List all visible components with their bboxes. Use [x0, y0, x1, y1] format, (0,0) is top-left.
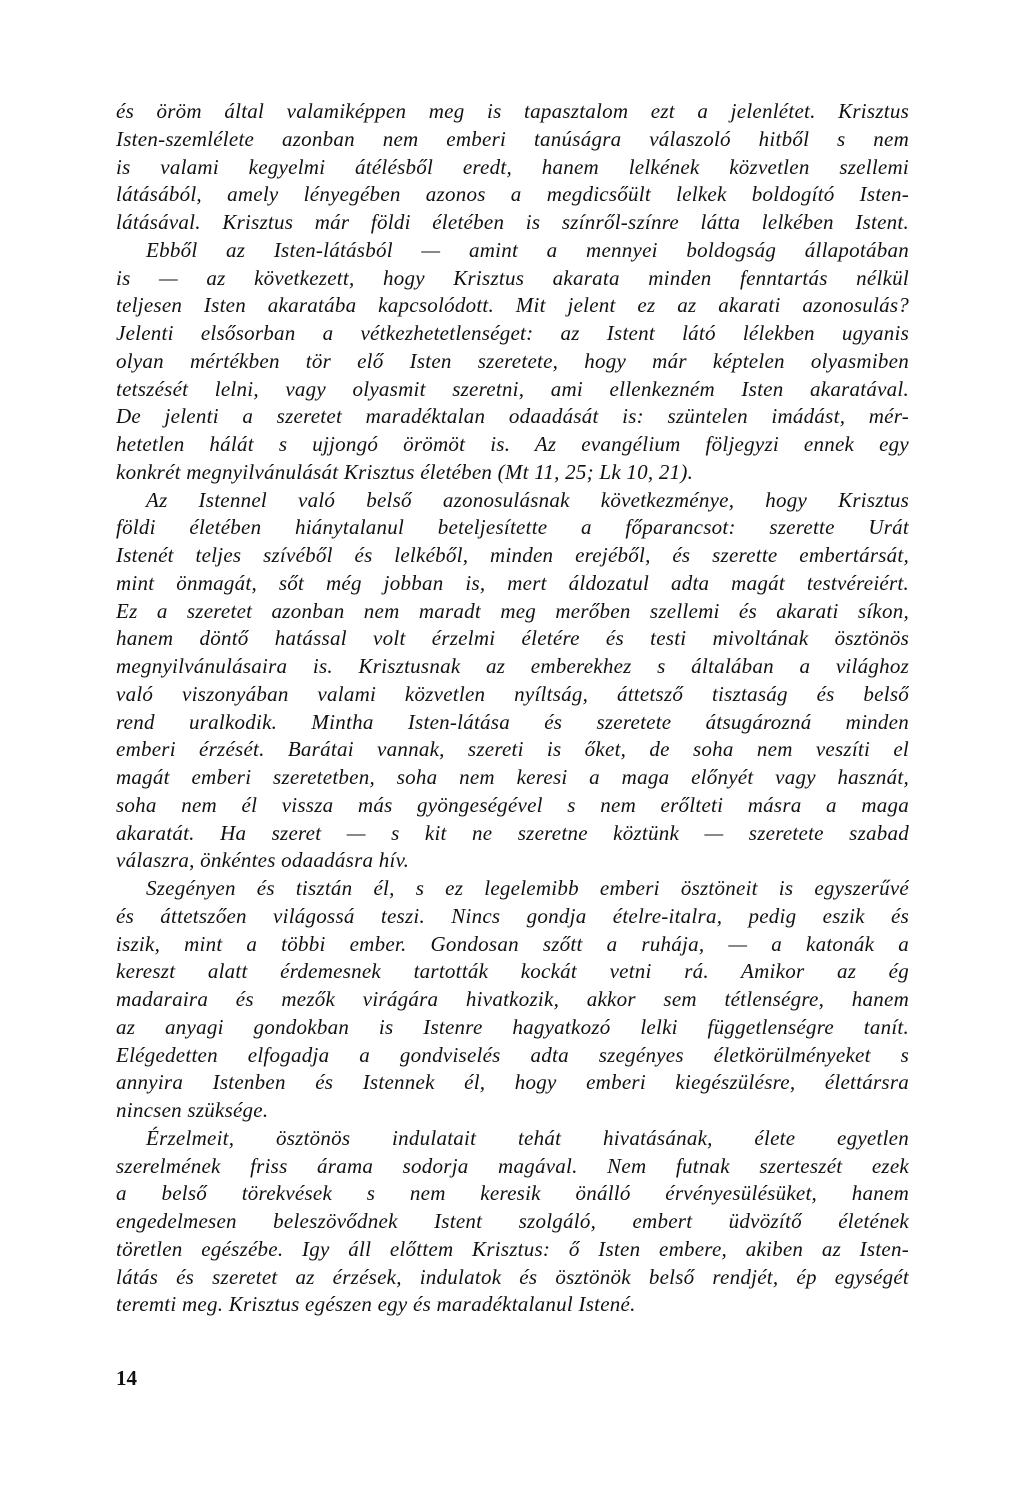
text-line: való viszonyában valami közvetlen nyíltság, áttetsző tisztaság és belső	[116, 681, 909, 706]
text-line: mint önmagát, sőt még jobban is, mert áldozatul adta magát testvéreiért.	[116, 570, 909, 595]
text-line: látásával. Krisztus már földi életében is színről-színre látta lelkében Istent.	[116, 210, 909, 234]
text-line: szerelmének friss árama sodorja magával. Nem futnak szerteszét ezek	[116, 1153, 909, 1178]
text-line: engedelmesen beleszövődnek Istent szolgáló, embert üdvözítő életének	[116, 1209, 909, 1233]
text-line: teremti meg. Krisztus egészen egy és maradéktalanul Istené.	[116, 1292, 636, 1317]
text-line: megnyilvánulásaira is. Krisztusnak az emberekhez s általában a világhoz	[116, 654, 909, 678]
text-line: iszik, mint a többi ember. Gondosan szőtt a ruhája, — a katonák a	[116, 931, 909, 956]
text-line: Ebből az Isten-látásból — amint a mennyei boldogság állapotában	[146, 237, 909, 262]
text-line: Istenét teljes szívéből és lelkéből, minden erejéből, és szerette embertársát,	[116, 543, 909, 567]
text-line: soha nem él vissza más gyöngeségével s nem erőlteti másra a maga	[116, 792, 909, 817]
text-line: látás és szeretet az érzések, indulatok és ösztönök belső rendjét, ép egységét	[116, 1264, 909, 1289]
text-line: hanem döntő hatással volt érzelmi életére és testi mivoltának ösztönös	[116, 626, 909, 651]
text-line: magát emberi szeretetben, soha nem keresi a maga előnyét vagy hasznát,	[116, 765, 909, 789]
text-line: olyan mértékben tör elő Isten szeretete, hogy már képtelen olyasmiben	[116, 348, 909, 373]
text-line: akaratát. Ha szeret — s kit ne szeretne köztünk — szeretete szabad	[116, 820, 909, 845]
page-number: 14	[116, 1366, 137, 1390]
text-line: hetetlen hálát s ujjongó örömöt is. Az evangélium följegyzi ennek egy	[116, 432, 909, 456]
text-line: Ez a szeretet azonban nem maradt meg merőben szellemi és akarati síkon,	[116, 598, 909, 623]
body-text	[116, 98, 909, 1319]
text-line: Szegényen és tisztán él, s ez legelemibb emberi ösztöneit is egyszerűvé	[146, 876, 909, 900]
text-line: rend uralkodik. Mintha Isten-látása és szeretete átsugározná minden	[116, 709, 909, 734]
text-line: kereszt alatt érdemesnek tartották kockát vetni rá. Amikor az ég	[116, 959, 909, 984]
text-line: töretlen egészébe. Igy áll előttem Krisztus: ő Isten embere, akiben az Isten-	[116, 1236, 909, 1261]
text-line: teljesen Isten akaratába kapcsolódott. Mit jelent ez az akarati azonosulás?	[116, 293, 909, 318]
text-line: és áttetszően világossá teszi. Nincs gondja ételre-italra, pedig eszik és	[116, 903, 909, 928]
text-line: az anyagi gondokban is Istenre hagyatkozó lelki függetlenségre tanít.	[116, 1014, 909, 1039]
text-line: konkrét megnyilvánulását Krisztus életében (Mt 11, 25; Lk 10, 21).	[116, 459, 694, 484]
text-line: emberi érzését. Barátai vannak, szereti is őket, de soha nem veszíti el	[116, 737, 909, 762]
text-line: válaszra, önkéntes odaadásra hív.	[116, 848, 410, 873]
text-line: nincsen szüksége.	[116, 1098, 269, 1122]
text-line: De jelenti a szeretet maradéktalan odaadását is: szüntelen imádást, mér-	[116, 404, 909, 429]
text-line: Isten-szemlélete azonban nem emberi tanúságra válaszoló hitből s nem	[116, 126, 909, 151]
text-line: a belső törekvések s nem keresik önálló érvényesülésüket, hanem	[116, 1181, 909, 1206]
text-line: annyira Istenben és Istennek él, hogy emberi kiegészülésre, élettársra	[116, 1070, 909, 1095]
text-line: Elégedetten elfogadja a gondviselés adta szegényes életkörülményeket s	[116, 1042, 909, 1067]
text-line: is valami kegyelmi átélésből eredt, hanem lelkének közvetlen szellemi	[116, 154, 909, 179]
text-line: Az Istennel való belső azonosulásnak következménye, hogy Krisztus	[146, 487, 909, 512]
text-line: madaraira és mezők virágára hivatkozik, akkor sem tétlenségre, hanem	[116, 987, 909, 1011]
text-line: földi életében hiánytalanul beteljesítette a főparancsot: szerette Urát	[116, 515, 909, 540]
text-line: is — az következett, hogy Krisztus akarata minden fenntartás nélkül	[116, 265, 909, 290]
text-line: és öröm által valamiképpen meg is tapasztalom ezt a jelenlétet. Krisztus	[116, 99, 909, 123]
text-line: Jelenti elsősorban a vétkezhetetlenséget: az Istent látó lélekben ugyanis	[116, 321, 909, 345]
text-line: Érzelmeit, ösztönös indulatait tehát hivatásának, élete egyetlen	[146, 1125, 909, 1150]
text-line: tetszését lelni, vagy olyasmit szeretni, ami ellenkezném Isten akaratával.	[116, 376, 909, 401]
text-line: látásából, amely lényegében azonos a megdicsőült lelkek boldogító Isten-	[116, 182, 909, 207]
